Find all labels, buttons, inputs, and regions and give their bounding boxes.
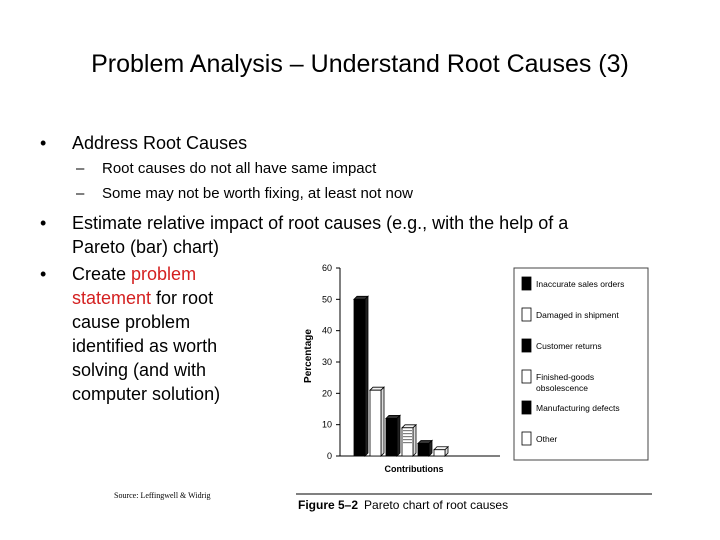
- legend-label: Customer returns: [536, 341, 602, 351]
- sub-bullet-1: Root causes do not all have same impact: [102, 160, 377, 177]
- sub-bullet-2: Some may not be worth fixing, at least not now: [102, 185, 413, 202]
- bullet-marker: •: [40, 213, 47, 233]
- bullet-3-post: for root: [151, 288, 214, 308]
- legend-label: Finished-goods: [536, 372, 595, 382]
- y-tick-label: 50: [321, 294, 332, 305]
- y-tick-label: 0: [326, 451, 332, 461]
- bar-6: [434, 447, 448, 456]
- bullet-3-line-1: [72, 262, 196, 286]
- bullet-3-line-5: solving (and with: [72, 360, 207, 380]
- bullet-3-pre: Create: [72, 264, 132, 284]
- sub-bullet-dash: –: [76, 185, 85, 202]
- source-note: Source: Leffingwell & Widrig: [114, 491, 211, 500]
- bullet-2-line-2: Pareto (bar) chart): [72, 237, 220, 257]
- bar-3: [386, 415, 400, 456]
- bar-4: [402, 425, 416, 456]
- y-tick-label: 60: [321, 263, 332, 273]
- legend-label: Other: [536, 434, 558, 444]
- bullet-3-line-6: computer solution): [72, 384, 221, 404]
- legend-label: obsolescence: [536, 383, 588, 393]
- bar-front-face: [434, 450, 445, 456]
- bar-5: [418, 440, 432, 456]
- legend-swatch: [522, 308, 531, 321]
- bar-front-face: [402, 428, 413, 456]
- legend-label: Manufacturing defects: [536, 403, 620, 413]
- sub-bullet-dash: –: [76, 160, 85, 177]
- bar-side-face: [413, 425, 416, 456]
- figure-title: Pareto chart of root causes: [364, 498, 509, 512]
- bar-front-face: [418, 443, 429, 456]
- bullet-3-highlight-2: statement: [72, 288, 152, 308]
- bar-side-face: [365, 296, 368, 456]
- bullet-3-line-2: [72, 286, 213, 310]
- pareto-chart: [296, 256, 656, 496]
- legend-swatch: [522, 432, 531, 445]
- legend-box: [514, 268, 648, 460]
- legend-swatch: [522, 401, 531, 414]
- bullet-3-highlight-1: problem: [131, 264, 197, 284]
- y-tick-label: 30: [321, 357, 332, 367]
- bullet-2-line-1: Estimate relative impact of root causes (e.g., with the help of a: [72, 213, 569, 233]
- bar-2: [370, 387, 384, 456]
- figure-caption: [298, 498, 508, 512]
- legend-swatch: [522, 339, 531, 352]
- legend-label: Inaccurate sales orders: [536, 279, 625, 289]
- bar-side-face: [429, 440, 432, 456]
- bar-front-face: [386, 418, 397, 456]
- bullet-3-line-3: cause problem: [72, 312, 191, 332]
- bar-1: [354, 296, 368, 456]
- bar-side-face: [397, 415, 400, 456]
- legend-swatch: [522, 370, 531, 383]
- legend-label: Damaged in shipment: [536, 310, 619, 320]
- bar-front-face: [370, 390, 381, 456]
- y-tick-label: 20: [321, 388, 332, 399]
- y-tick-label: 40: [321, 325, 332, 336]
- x-axis-label: Contributions: [384, 464, 444, 474]
- bar-side-face: [381, 387, 384, 456]
- figure-label: Figure 5–2: [298, 498, 359, 512]
- bullet-marker: •: [40, 264, 47, 284]
- bar-front-face: [354, 299, 365, 456]
- legend-swatch: [522, 277, 531, 290]
- slide-title: Problem Analysis – Understand Root Causes (3): [91, 50, 629, 78]
- bullet-3-line-4: identified as worth: [72, 336, 218, 356]
- y-axis-label: Percentage: [303, 329, 314, 383]
- y-tick-label: 10: [321, 419, 332, 430]
- bullet-marker: •: [40, 133, 47, 153]
- bullet-1-text: Address Root Causes: [72, 133, 248, 153]
